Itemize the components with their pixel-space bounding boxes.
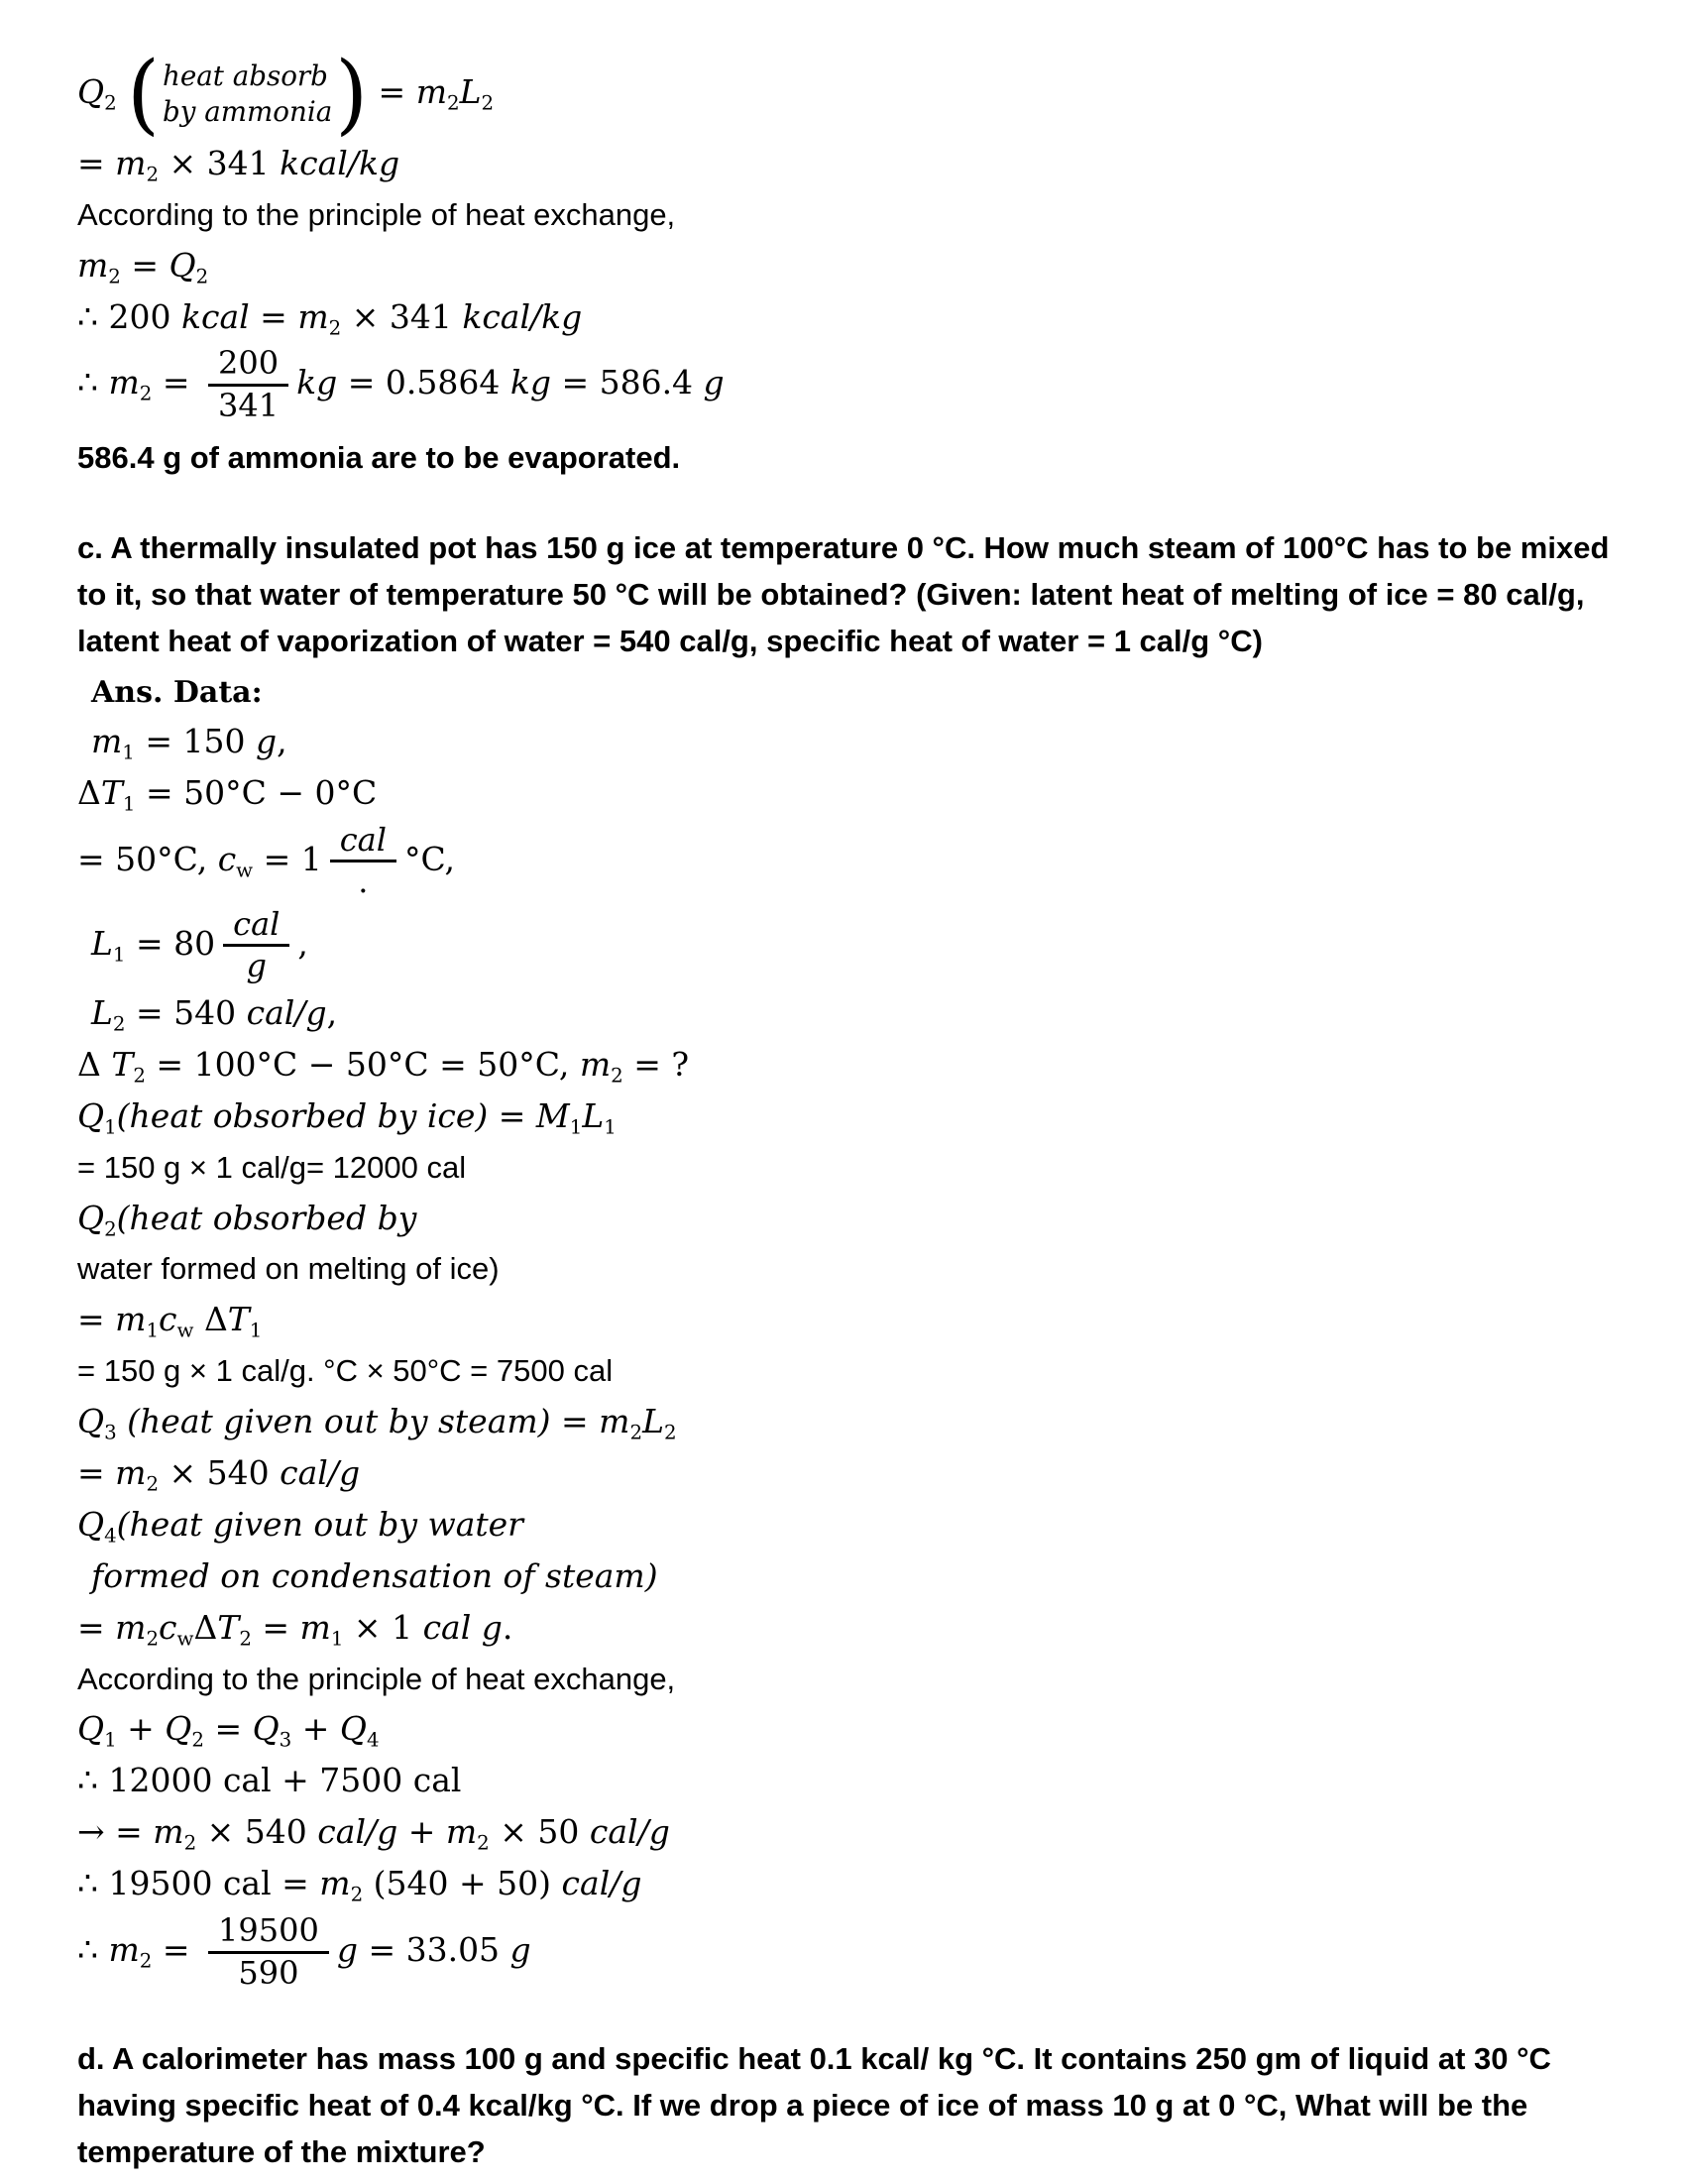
subscript: 2 (350, 1883, 364, 1906)
italic-text-run: m (599, 1402, 630, 1441)
eq-arrow-m2-540-50 (77, 1811, 1629, 1854)
subscript: 2 (239, 1626, 252, 1650)
close-paren: ) (335, 42, 369, 145)
stack-bottom-line: by ammonia (162, 94, 333, 128)
subscript: 1 (146, 1319, 160, 1342)
italic-text-run: kg (296, 363, 338, 402)
italic-text-run: cal/g (280, 1452, 361, 1492)
text-run: + (291, 1709, 340, 1749)
subscript: 2 (146, 163, 160, 186)
eq-q3-heat-given-steam (77, 1401, 1629, 1443)
text-run: → = (77, 1812, 154, 1852)
italic-text-run: T (111, 1044, 134, 1084)
italic-text-run: L (459, 71, 482, 111)
italic-text-run: m (108, 1930, 140, 1970)
text-run: = (120, 245, 169, 285)
subscript: 2 (112, 1012, 126, 1036)
italic-text-run: m (115, 1607, 147, 1647)
text-run (117, 72, 128, 111)
text-run: = (77, 143, 116, 182)
text-run: = 1 (253, 839, 322, 878)
eq-q2-value-7500: = 150 g × 1 cal/g. °C × 50°C = 7500 cal (77, 1353, 614, 1389)
fraction (208, 1910, 329, 1992)
subscript: 2 (133, 1064, 146, 1088)
italic-text-run: (heat obsorbed by (116, 1198, 417, 1237)
text-run: = (152, 363, 201, 402)
italic-text-run: m (415, 71, 447, 111)
subscript: 2 (108, 265, 121, 287)
eq-q2-heat-absorbed-partial (77, 1198, 1629, 1240)
italic-text-run: c (159, 1607, 177, 1647)
subscript: 2 (183, 1831, 197, 1855)
text-heat-exchange-principle-1: According to the principle of heat exchange, (77, 196, 676, 232)
italic-text-run: formed on condensation of steam) (91, 1555, 658, 1595)
eq-l1-80 (77, 904, 1629, 985)
italic-text-run: Q (169, 245, 196, 285)
italic-text-run: g (256, 721, 278, 760)
text-run: × 50 (489, 1812, 590, 1852)
fraction-numerator: cal (330, 824, 396, 863)
italic-text-run: L (582, 1095, 605, 1135)
italic-text-run: g (703, 363, 725, 402)
text-run: + (397, 1812, 446, 1852)
text-run: × 540 (196, 1812, 318, 1852)
italic-text-run: m (91, 721, 123, 760)
italic-text-run: m (115, 1300, 147, 1339)
italic-text-run: cal/g (589, 1812, 670, 1852)
italic-text-run: m (299, 1607, 331, 1647)
text-run: × 1 (343, 1607, 423, 1647)
text-run: = (77, 1607, 116, 1647)
italic-text-run: c (217, 839, 237, 878)
text-run: ∴ 12000 cal + 7500 cal (77, 1761, 462, 1800)
text-run: , (297, 923, 308, 963)
text-run: = (203, 1709, 253, 1749)
italic-text-run: cal/g (246, 993, 327, 1033)
subscript: 2 (139, 1949, 153, 1973)
italic-text-run: M (535, 1095, 570, 1135)
italic-text-run: kcal (180, 296, 250, 336)
italic-text-run: Q (77, 1709, 105, 1749)
fraction-numerator: 19500 (208, 1914, 329, 1954)
stack-top-line: heat absorb (162, 58, 328, 92)
italic-text-run: cal g (422, 1607, 503, 1647)
text-run: Δ (193, 1607, 218, 1647)
eq-delta-t1 (77, 772, 1629, 815)
text-run: , (277, 721, 287, 760)
subscript: 2 (104, 1216, 117, 1240)
italic-text-run: m (108, 363, 140, 402)
subscript: 2 (195, 265, 209, 287)
text-run: = (368, 71, 416, 111)
italic-text-run: kcal/kg (280, 143, 400, 182)
subscript: w (176, 1626, 194, 1650)
subscript: 2 (328, 315, 342, 339)
italic-text-run: Q (77, 1095, 105, 1135)
subscript: 4 (366, 1728, 380, 1752)
text-run: = 540 (125, 993, 247, 1033)
italic-text-run: cal/g (317, 1812, 398, 1852)
italic-text-run: m (77, 245, 109, 285)
subscript: 1 (569, 1115, 583, 1139)
italic-text-run: g (336, 1930, 358, 1970)
subscript: 2 (146, 1626, 160, 1650)
eq-q4-value (77, 1607, 1629, 1650)
eq-l2-540 (77, 992, 1629, 1035)
fraction-numerator: 200 (208, 347, 288, 387)
subscript: 1 (122, 741, 135, 764)
italic-text-run: c (159, 1300, 177, 1339)
text-run: × 341 (341, 296, 463, 336)
subscript: 2 (477, 1831, 490, 1855)
answer-ammonia-evaporated: 586.4 g of ammonia are to be evaporated. (77, 439, 681, 475)
text-run: Δ (193, 1300, 228, 1339)
question-c: c. A thermally insulated pot has 150 g ice at temperature 0 °C. How much steam of 100°C has to be mixed to it, so that water of temperature 50 °C will be obtained? (Given: latent heat of melting of ice = 80 cal/g, latent heat of vaporization of water = 540 cal/g, specific heat of water = 1 cal/g °C) (77, 529, 1610, 658)
italic-text-run: m (319, 1864, 351, 1903)
italic-text-run: m (115, 1452, 147, 1492)
text-run: = 0.5864 (337, 363, 510, 402)
fraction-denominator: g (246, 947, 267, 985)
italic-text-run: kcal/kg (462, 296, 583, 336)
eq-q1-value: = 150 g × 1 cal/g= 12000 cal (77, 1149, 467, 1185)
subscript: 1 (104, 1728, 117, 1752)
text-run: = 150 (134, 721, 256, 760)
paren-stack (127, 42, 369, 145)
question-d: d. A calorimeter has mass 100 g and specific heat 0.1 kcal/ kg °C. It contains 250 gm of liquid at 30 °C having specific heat of 0.4 kcal/kg °C. If we drop a piece of ice of mass 10 g at 0 °C, What will be the temperature of the mixture? (77, 2041, 1551, 2170)
text-run: Δ (77, 772, 101, 812)
italic-text-run: L (642, 1402, 664, 1441)
eq-cw-definition (77, 820, 1629, 901)
text-run: × 540 (159, 1452, 281, 1492)
fraction-denominator: 590 (238, 1953, 299, 1992)
text-run: = 586.4 (550, 363, 704, 402)
text-run: °C, (403, 839, 456, 878)
subscript: 2 (146, 1472, 160, 1496)
text-run: × 341 (159, 143, 281, 182)
eq-m2-540-calg (77, 1452, 1629, 1495)
text-run: = (251, 1607, 300, 1647)
subscript: 2 (447, 91, 460, 115)
text-run: = 50°C, (77, 839, 218, 878)
text-run: = (77, 1300, 116, 1339)
open-paren: ( (127, 42, 160, 145)
italic-text-run: Q (77, 1402, 105, 1441)
subscript: 2 (481, 91, 495, 115)
italic-text-run: Q (77, 1504, 105, 1544)
text-run: = ? (622, 1044, 690, 1084)
italic-text-run: kg (509, 363, 551, 402)
text-water-formed-melting: water formed on melting of ice) (77, 1251, 500, 1287)
italic-text-run: T (227, 1300, 250, 1339)
subscript: 1 (112, 943, 126, 967)
eq-m2-fraction-result (77, 344, 1629, 425)
subscript: 2 (191, 1728, 204, 1752)
italic-text-run: m (153, 1812, 184, 1852)
italic-text-run: Q (77, 71, 105, 111)
fraction (208, 344, 288, 425)
subscript: 1 (330, 1626, 344, 1650)
text-run: ∴ (77, 363, 109, 402)
text-run: ∴ 19500 cal = (77, 1864, 320, 1903)
text-run: ∴ (77, 1930, 109, 1970)
eq-m2-final-result (77, 1910, 1629, 1992)
eq-200-kcal (77, 296, 1629, 339)
eq-q1-heat-absorbed-ice (77, 1095, 1629, 1138)
text-run: . (502, 1607, 513, 1647)
text-run: Δ (77, 1044, 112, 1084)
italic-text-run: (heat given out by steam) (127, 1402, 551, 1441)
subscript: 1 (104, 1115, 117, 1139)
eq-m2-times-341 (77, 143, 1629, 185)
subscript: 2 (139, 382, 153, 405)
eq-12000-plus-7500 (77, 1760, 1629, 1802)
italic-text-run: m (297, 296, 329, 336)
fraction-denominator: . (358, 862, 369, 901)
italic-text-run: L (91, 923, 113, 963)
eq-19500-cal (77, 1863, 1629, 1905)
ans-data-label: Ans. Data: (91, 674, 263, 710)
fraction-denominator: 341 (218, 387, 280, 425)
subscript: 2 (629, 1421, 643, 1444)
fraction-numerator: cal (223, 908, 289, 948)
eq-q1-q2-q3-q4 (77, 1708, 1629, 1751)
text-run: = 100°C − 50°C = 50°C, (145, 1044, 580, 1084)
italic-text-run: Q (339, 1709, 367, 1749)
italic-text-run: Q (77, 1198, 105, 1237)
text-run: = 50°C − 0°C (135, 772, 378, 812)
italic-text-run: g (509, 1930, 531, 1970)
subscript: 3 (104, 1421, 117, 1444)
subscript: w (176, 1319, 194, 1342)
text-run: = 80 (125, 923, 216, 963)
text-run: ∴ 200 (77, 296, 181, 336)
italic-text-run: Q (165, 1709, 192, 1749)
subscript: 3 (279, 1728, 292, 1752)
italic-text-run: Q (252, 1709, 280, 1749)
text-formed-condensation-steam (77, 1555, 1629, 1598)
fraction (330, 820, 396, 901)
subscript: 2 (104, 91, 117, 115)
text-run: = (249, 296, 298, 336)
italic-text-run: T (217, 1607, 240, 1647)
eq-m1-cw-dt1 (77, 1299, 1629, 1341)
italic-text-run: T (100, 772, 123, 812)
text-heat-exchange-principle-2: According to the principle of heat exchange, (77, 1661, 676, 1696)
text-run: = (488, 1095, 536, 1135)
text-run (117, 1402, 128, 1440)
eq-q2-heat-absorbed-ammonia (77, 42, 1629, 145)
text-run: = 33.05 (357, 1930, 510, 1970)
subscript: 1 (249, 1319, 263, 1342)
italic-text-run: m (445, 1812, 478, 1852)
text-run: = (550, 1402, 600, 1441)
eq-m2-equals-q2 (77, 245, 1629, 287)
eq-q4-heat-given-water (77, 1504, 1629, 1547)
subscript: 1 (122, 792, 136, 816)
subscript: 2 (611, 1064, 623, 1088)
text-run: = (152, 1930, 201, 1970)
subscript: w (236, 859, 254, 882)
text-run: = (77, 1452, 116, 1492)
italic-text-run: (heat obsorbed by ice) (116, 1095, 489, 1135)
italic-text-run: (heat given out by water (116, 1504, 523, 1544)
text-run: , (326, 993, 338, 1033)
subscript: 1 (604, 1115, 617, 1139)
italic-text-run: m (579, 1044, 612, 1084)
eq-delta-t2 (77, 1044, 1629, 1087)
fraction (223, 904, 289, 985)
italic-text-run: m (115, 143, 147, 182)
text-run: + (116, 1709, 166, 1749)
eq-m1-150g (77, 721, 1629, 763)
italic-text-run: L (91, 993, 113, 1033)
italic-text-run: cal/g (561, 1864, 642, 1903)
subscript: 4 (104, 1524, 117, 1548)
stack-lines (160, 58, 335, 130)
subscript: 2 (663, 1421, 677, 1444)
text-run: (540 + 50) (363, 1864, 562, 1903)
